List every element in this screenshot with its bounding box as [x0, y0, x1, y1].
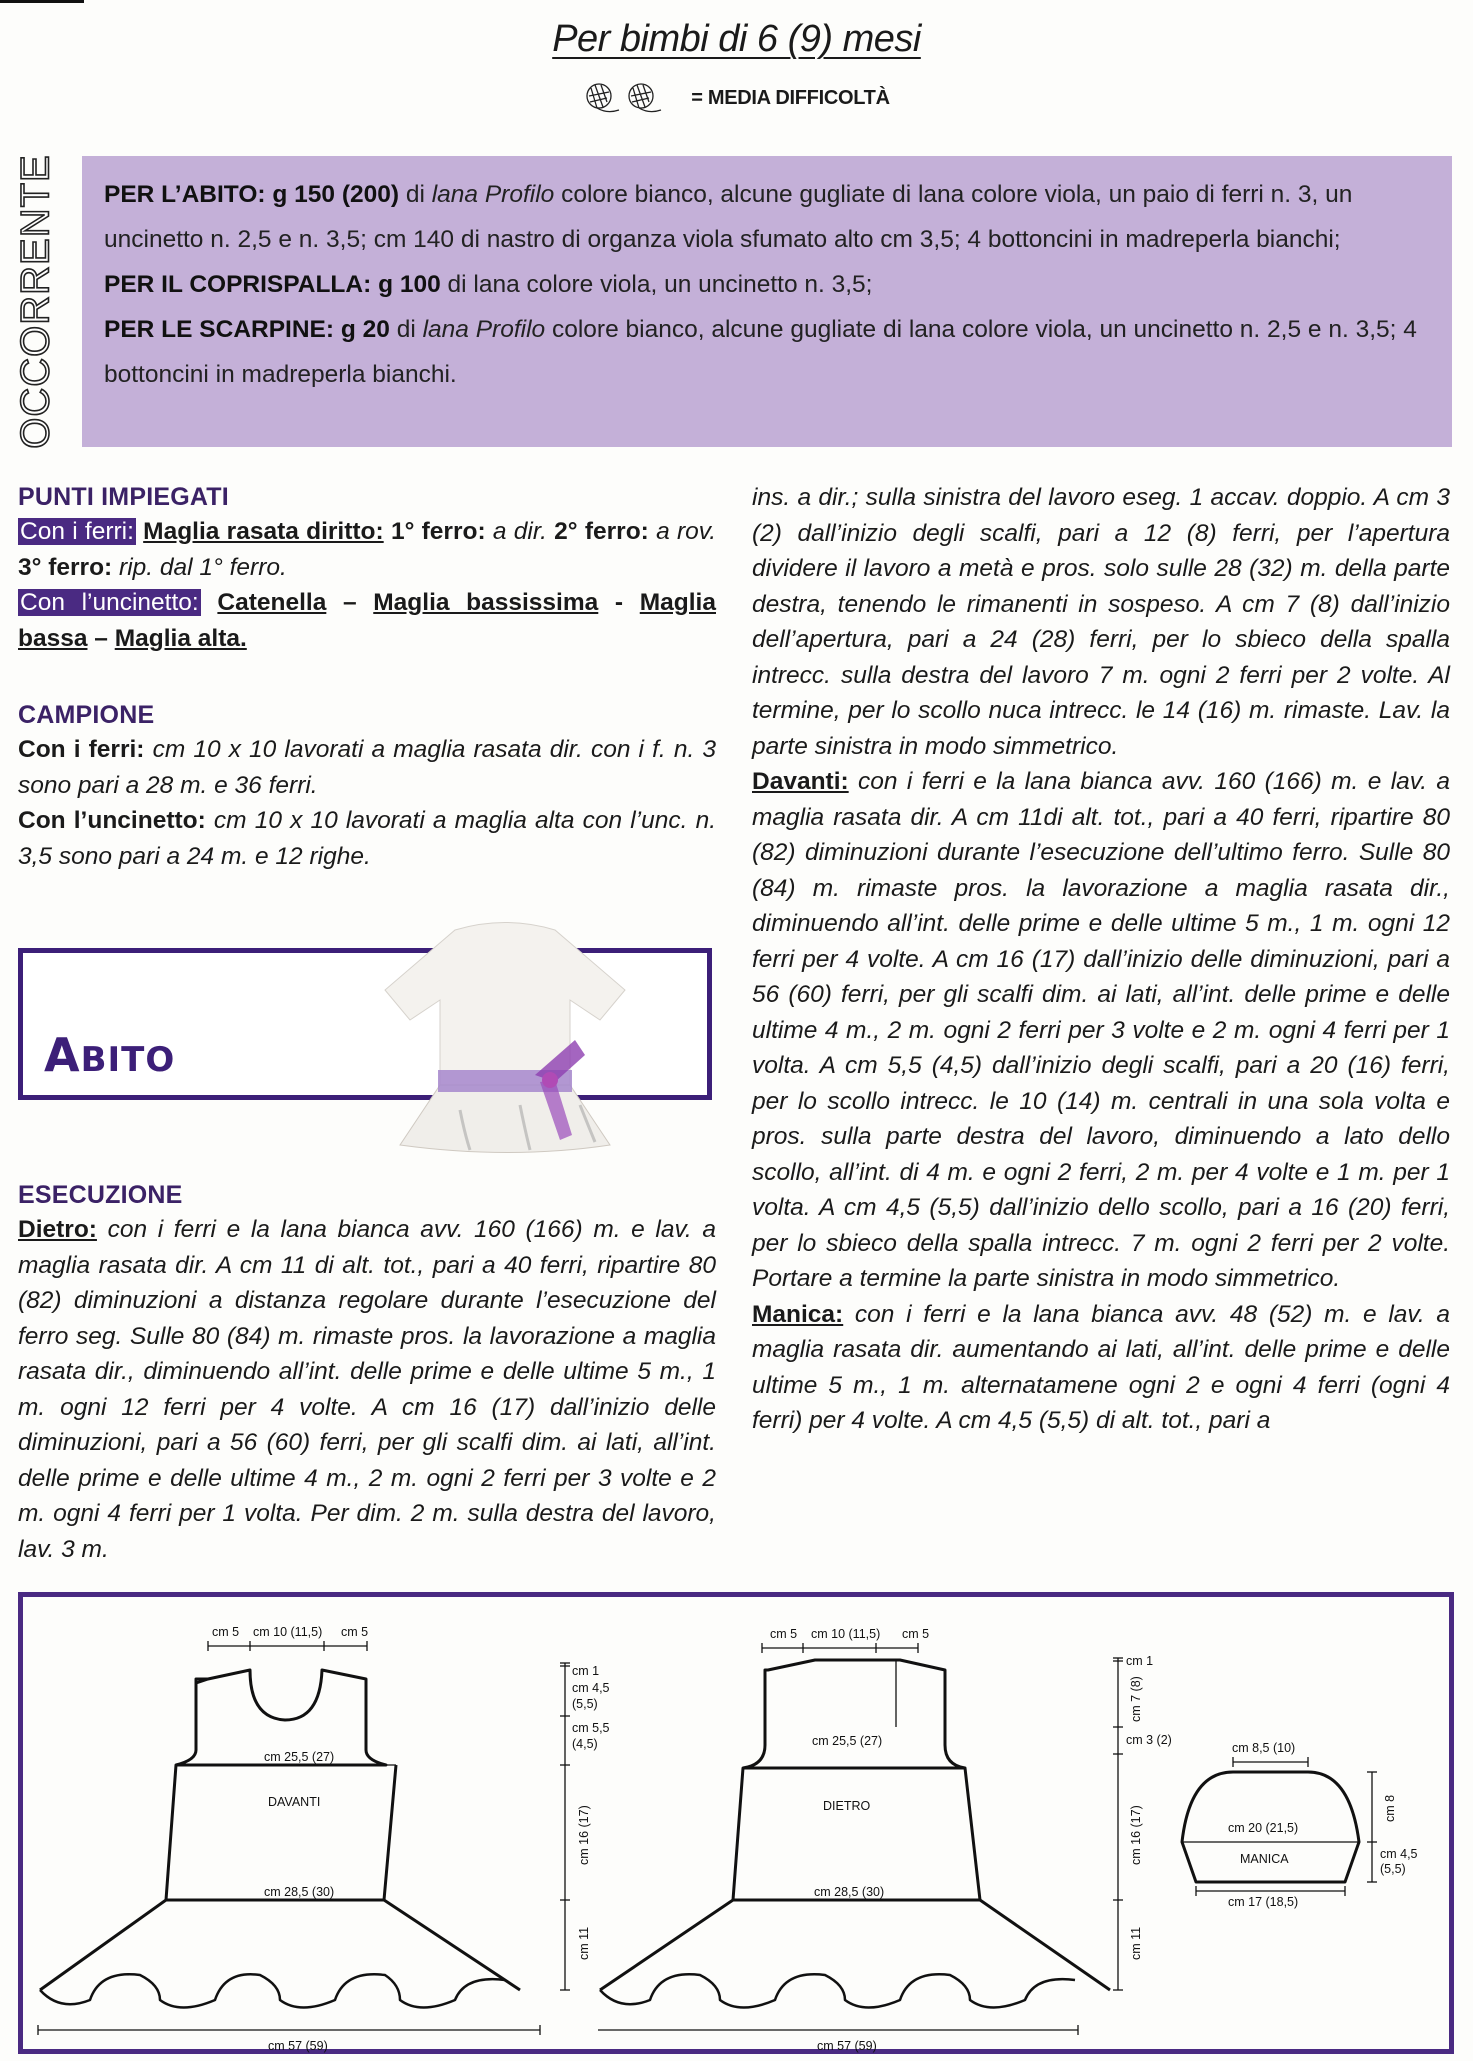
davanti-waist: cm 28,5 (30) [264, 1885, 335, 1899]
davanti-chest: cm 25,5 (27) [264, 1750, 335, 1764]
manica-cuff-a: cm 4,5 [1380, 1847, 1418, 1861]
schema-diagram [0, 1592, 1473, 2061]
dietro-top-mid: cm 10 (11,5) [811, 1627, 881, 1641]
dietro-name: DIETRO [823, 1799, 871, 1813]
campione-heading: CAMPIONE [18, 701, 155, 729]
dress-photo [360, 910, 650, 1160]
difficulty-indicator [0, 80, 1473, 116]
davanti-h2a: cm 4,5 [572, 1681, 610, 1695]
campione-uncinetto: Con l’uncinetto: cm 10 x 10 lavorati a maglia alta con l’unc. n. 3,5 sono pari a 24 m. e 12 righe. [18, 807, 716, 870]
dietro-scallops [600, 1974, 1075, 2007]
yarn-balls-icon [583, 80, 683, 116]
abito-title: ABITO [44, 1028, 176, 1082]
dietro-paragraph: Dietro: con i ferri e la lana bianca avv. 160 (166) m. e lav. a maglia rasata dir. A cm 11 di alt. tot., pari a 40 ferri, ripartire 80 (82) diminuzioni a distanza regolare durante l’esecuzione del ferro seg. Sulle 80 (84) m. rimaste pros. la lavorazione a maglia rasata dir., diminuendo all’int. delle prime e delle ultime 5 m., 1 m. ogni 12 ferri per 4 volte. A cm 16 (17) dall’inizio delle diminuzioni, pari a 56 (60) ferri, per gli scalfi dim. ai lati, all’int. delle prime e delle ultime 4 m., 2 m. ogni 2 ferri per 3 volte e 2 m. ogni 4 ferri per 1 volta. Per dim. 2 m. sulla destra del lavoro, lav. 3 m. [18, 1216, 716, 1563]
occorrente-box [82, 156, 1452, 447]
campione-section [18, 698, 716, 874]
davanti-scallops [40, 1974, 505, 2007]
occorrente-side-label: OCCORRENTE [13, 154, 58, 449]
page-title: Per bimbi di 6 (9) mesi [552, 18, 921, 60]
punti-ferri: Con i ferri: Maglia rasata diritto: 1° ferro: a dir. 2° ferro: a rov. 3° ferro: rip. dal 1° ferro. [18, 518, 717, 581]
davanti-name: DAVANTI [268, 1795, 321, 1809]
dietro-h3: cm 3 (2) [1126, 1733, 1172, 1747]
davanti-h5: cm 11 [577, 1926, 591, 1960]
dietro-h5: cm 11 [1129, 1926, 1143, 1960]
dietro-top-left: cm 5 [770, 1627, 798, 1641]
punti-uncinetto: Con l’uncinetto: Catenella – Maglia bassissima - Maglia bassa – Maglia alta. [18, 589, 716, 652]
davanti-h3a: cm 5,5 [572, 1721, 610, 1735]
dietro-top-right: cm 5 [902, 1627, 930, 1641]
esecuzione-section [18, 1178, 716, 1567]
manica-name: MANICA [1240, 1852, 1289, 1866]
dietro-hem: cm 57 (59) [817, 2039, 877, 2053]
occorrente-abito: PER L’ABITO: g 150 (200) di lana Profilo colore bianco, alcune gugliate di lana colore viola, un paio di ferri n. 3, un uncinetto n. 2,5 e n. 3,5; cm 140 di nastro di organza viola sfumato alto cm 3,5; 4 bottoncini in madreperla bianchi; [104, 181, 1353, 253]
davanti-top-mid: cm 10 (11,5) [253, 1625, 323, 1639]
occorrente-coprispalla: PER IL COPRISPALLA: g 100 di lana colore viola, un uncinetto n. 3,5; [104, 271, 873, 298]
davanti-h1: cm 1 [572, 1664, 600, 1678]
campione-ferri: Con i ferri: cm 10 x 10 lavorati a maglia rasata dir. con i f. n. 3 sono pari a 28 m. e 36 ferri. [18, 736, 716, 799]
occorrente-scarpine: PER LE SCARPINE: g 20 di lana Profilo colore bianco, alcune gugliate di lana colore viola, un uncinetto n. 2,5 e n. 3,5; 4 bottoncini in madreperla bianchi. [104, 316, 1417, 388]
davanti-hem: cm 57 (59) [268, 2039, 328, 2053]
davanti-h3b: (4,5) [572, 1737, 598, 1751]
dietro-h1: cm 1 [1126, 1654, 1154, 1668]
dietro-chest: cm 25,5 (27) [812, 1734, 883, 1748]
davanti-top-left: cm 5 [212, 1625, 240, 1639]
davanti-paragraph: Davanti: con i ferri e la lana bianca avv. 160 (166) m. e lav. a maglia rasata dir. A cm 11di alt. tot., pari a 40 ferri, ripartire 80 (82) diminuzioni durante l’esecuzione dell’ultimo ferro. Sulle 80 (84) m. rimaste pros. la lavorazione a maglia rasata dir., diminuendo all’int. delle prime e delle ultime 5 m., 1 m. ogni 12 ferri per 4 volte. A cm 16 (17) dall’inizio delle diminuzioni, pari a 56 (60) ferri, per gli scalfi dim. ai lati, all’int. delle prime e delle ultime 4 m., 2 m. ogni 2 ferri per 3 volte e 2 m. ogni 4 ferri per 1 volta. A cm 5,5 (4,5) dall’inizio degli scalfi, pari a 20 (16) ferri, per lo scollo intrecc. le 10 (14) m. centrali in una sola volta e pros. sulla parte destra del lavoro, diminuendo a lato dello scollo, all’int. di 4 m. e ogni 2 ferri, 2 m. per 4 volte e 1 m. per 1 volta. A cm 4,5 (5,5) dall’inizio dello scollo, pari a 16 (20) ferri, per lo sbieco della spalla intrecc. 7 m. ogni 2 ferri per 2 volte. Portare a termine la parte sinistra in modo simmetrico. [752, 768, 1450, 1292]
difficulty-label: = MEDIA DIFFICOLTÀ [691, 86, 890, 109]
manica-width: cm 20 (21,5) [1228, 1821, 1299, 1835]
dietro-continued: ins. a dir.; sulla sinistra del lavoro eseg. 1 accav. doppio. A cm 3 (2) dall’inizio degli scalfi, pari a 12 (8) ferri, per l’apertura dividere il lavoro a metà e pros. solo sulle 28 (32) m. della parte destra, tenendo le rimanenti in sospeso. A cm 7 (8) dall’inizio dell’apertura, pari a 24 (28) ferri, per lo sbieco della spalla intrecc. sulla destra del lavoro 7 m. ogni 2 ferri per 2 volte. Al termine, per lo scollo nuca intrecc. le 14 (16) m. rimaste. Lav. la parte sinistra in modo simmetrico. [752, 484, 1450, 760]
punti-heading: PUNTI IMPIEGATI [18, 483, 229, 511]
dietro-outline [743, 1660, 965, 1768]
manica-paragraph: Manica: con i ferri e la lana bianca avv. 48 (52) m. e lav. a maglia rasata dir. aumentando ai lati, all’int. delle prime e delle ultime 5 m., 1 m. alternatamene ogni 2 e ogni 4 ferri (ogni 4 ferri) per 4 volte. A cm 4,5 (5,5) di alt. tot., pari a [752, 1300, 1450, 1434]
right-column [752, 480, 1450, 1439]
punti-section [18, 480, 716, 656]
manica-cuff-b: (5,5) [1380, 1862, 1406, 1876]
dietro-h2: cm 7 (8) [1129, 1676, 1143, 1722]
manica-cap-height: cm 8 [1383, 1794, 1397, 1822]
manica-top: cm 8,5 (10) [1232, 1741, 1296, 1755]
dietro-waist: cm 28,5 (30) [814, 1885, 885, 1899]
manica-bottom: cm 17 (18,5) [1228, 1895, 1299, 1909]
esecuzione-heading: ESECUZIONE [18, 1181, 183, 1209]
davanti-top-right: cm 5 [341, 1625, 369, 1639]
dietro-h4: cm 16 (17) [1129, 1805, 1143, 1865]
davanti-h2b: (5,5) [572, 1697, 598, 1711]
top-rule [0, 0, 84, 3]
davanti-h4: cm 16 (17) [577, 1805, 591, 1865]
